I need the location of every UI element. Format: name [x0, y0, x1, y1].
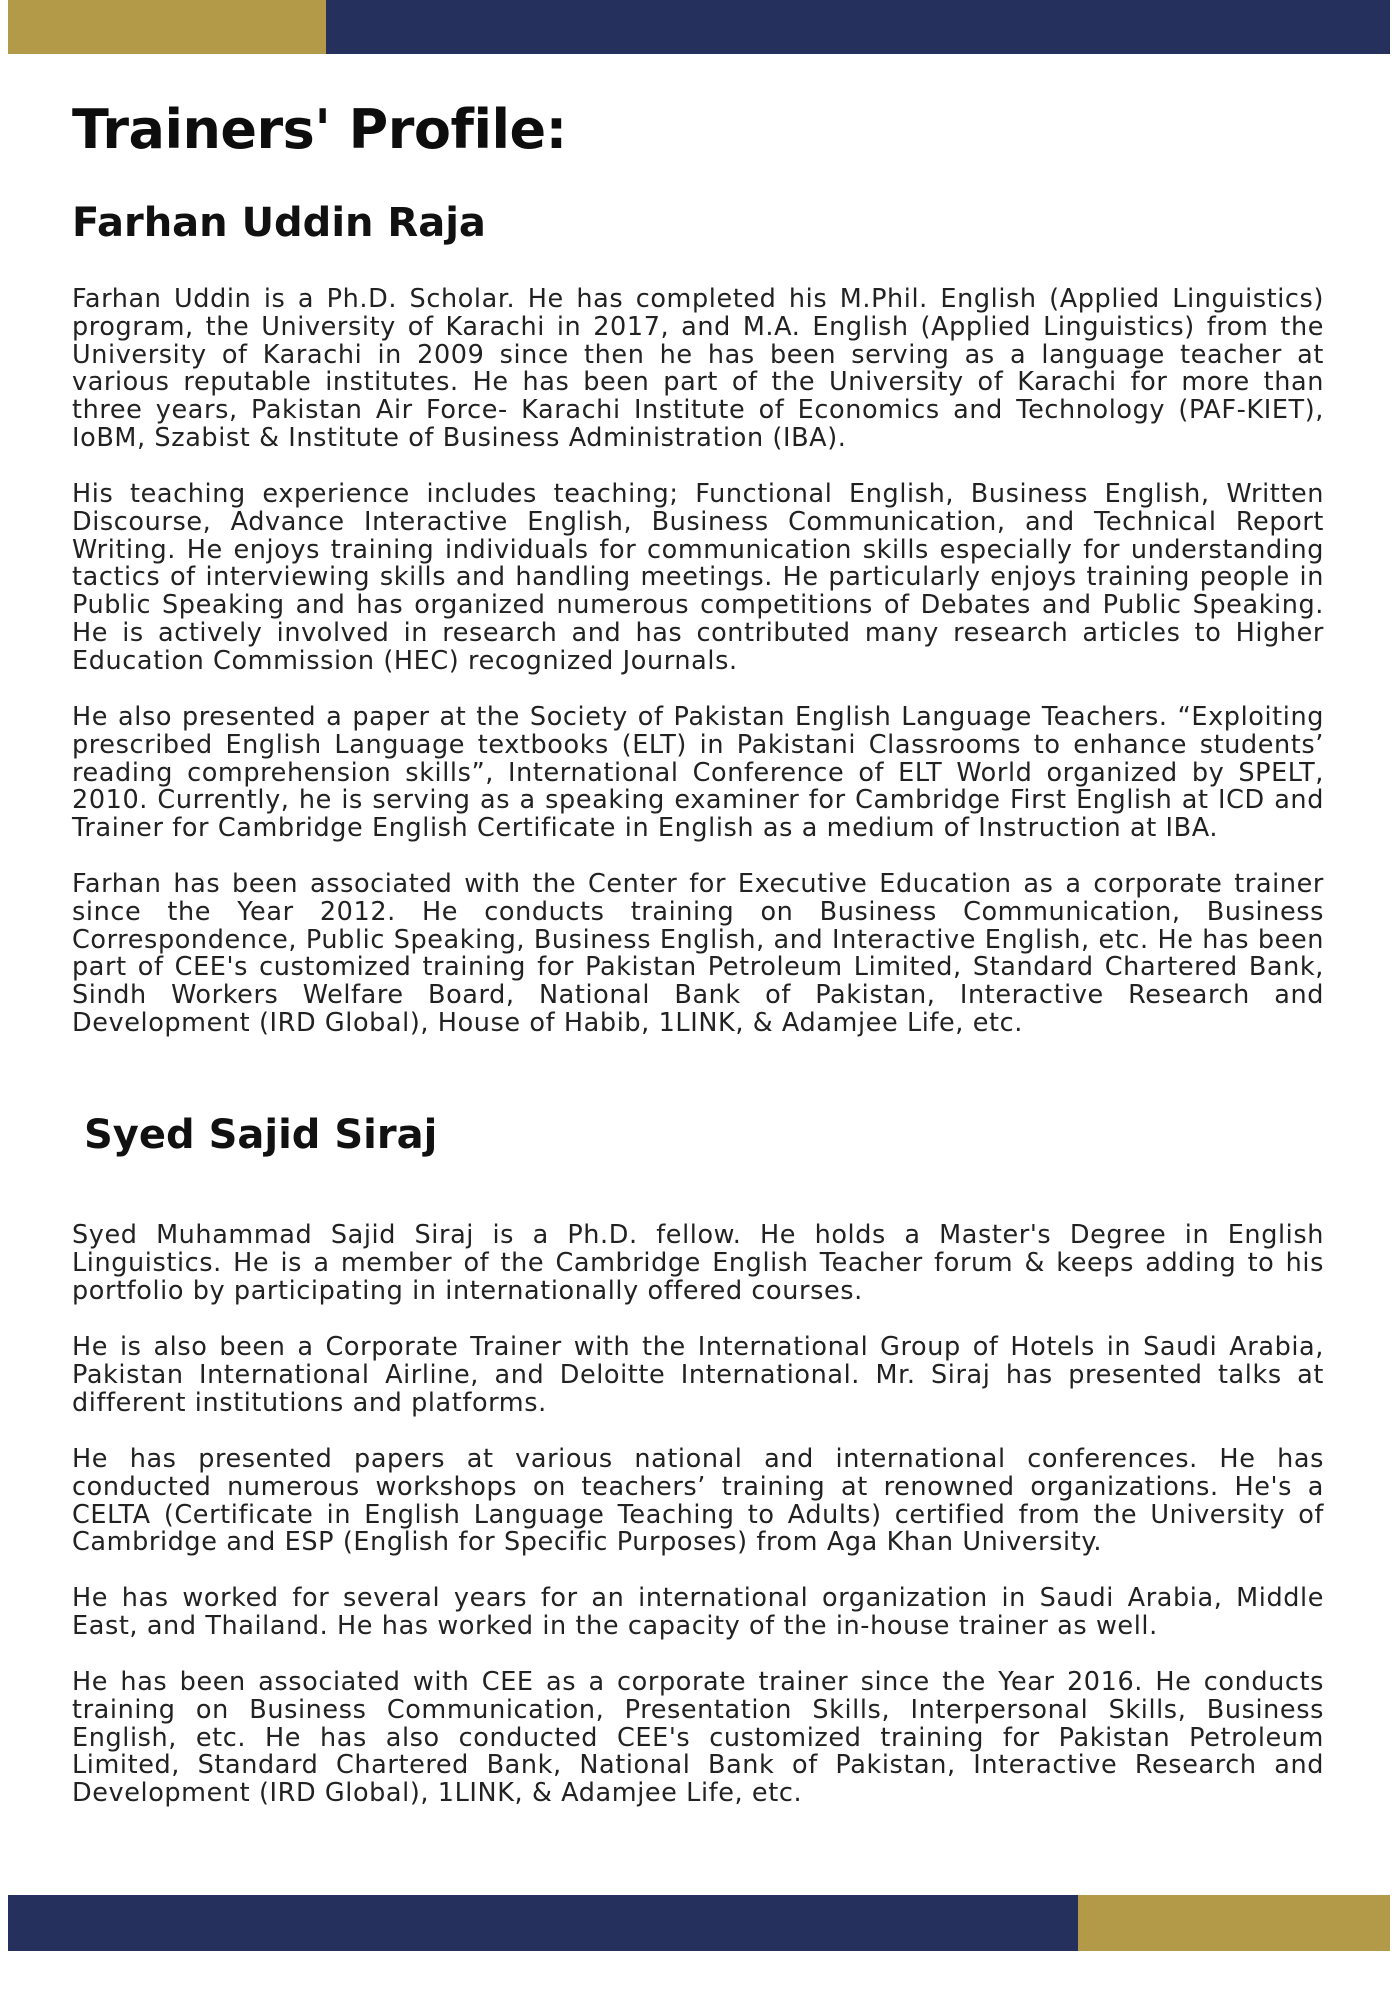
- trainer-1-paragraph-3: He also presented a paper at the Society of Pakistan English Language Teachers. “Exploiting prescribed English Language textbooks (ELT) in Pakistani Classrooms to enhance students’ reading comprehension skills”, International Conference of ELT World organized by SPELT, 2010. Currently, he is serving as a speaking examiner for Cambridge First English at ICD and Trainer for Cambridge English Certificate in English as a medium of Instruction at IBA.: [72, 702, 1324, 844]
- trainer-2-paragraph-3: He has presented papers at various national and international conferences. He has conducted numerous workshops on teachers’ training at renowned organizations. He's a CELTA (Certificate in English Language Teaching to Adults) certified from the University of Cambridge and ESP (English for Specific Purposes) from Aga Khan University.: [72, 1444, 1324, 1558]
- top-navy-band: [326, 0, 1390, 54]
- trainer-1-paragraph-2: His teaching experience includes teaching; Functional English, Business English, Written Discourse, Advance Interactive English, Business Communication, and Technical Report Writing. He enjoys training individuals for communication skills especially for understanding tactics of interviewing skills and handling meetings. He particularly enjoys training people in Public Speaking and has organized numerous competitions of Debates and Public Speaking. He is actively involved in research and has contributed many research articles to Higher Education Commission (HEC) recognized Journals.: [72, 479, 1324, 676]
- trainer-2-paragraph-5: He has been associated with CEE as a corporate trainer since the Year 2016. He conducts training on Business Communication, Presentation Skills, Interpersonal Skills, Business English, etc. He has also conducted CEE's customized training for Pakistan Petroleum Limited, Standard Chartered Bank, National Bank of Pakistan, Interactive Research and Development (IRD Global), 1LINK, & Adamjee Life, etc.: [72, 1667, 1324, 1809]
- trainer-name-sajid: Syed Sajid Siraj: [84, 1112, 438, 1158]
- bottom-navy-band: [8, 1895, 1078, 1951]
- trainer-1-paragraph-1: Farhan Uddin is a Ph.D. Scholar. He has completed his M.Phil. English (Applied Linguistics) program, the University of Karachi in 2017, and M.A. English (Applied Linguistics) from the University of Karachi in 2009 since then he has been serving as a language teacher at various reputable institutes. He has been part of the University of Karachi for more than three years, Pakistan Air Force- Karachi Institute of Economics and Technology (PAF-KIET), IoBM, Szabist & Institute of Business Administration (IBA).: [72, 284, 1324, 453]
- top-gold-band: [8, 0, 326, 54]
- trainer-2-paragraph-2: He is also been a Corporate Trainer with the International Group of Hotels in Saudi Arabia, Pakistan International Airline, and Deloitte International. Mr. Siraj has presented talks at different institutions and platforms.: [72, 1332, 1324, 1418]
- trainer-name-farhan: Farhan Uddin Raja: [72, 200, 486, 246]
- trainer-2-paragraph-4: He has worked for several years for an international organization in Saudi Arabia, Middle East, and Thailand. He has worked in the capacity of the in-house trainer as well.: [72, 1583, 1324, 1641]
- page-title: Trainers' Profile:: [72, 98, 567, 161]
- trainer-1-paragraph-4: Farhan has been associated with the Center for Executive Education as a corporate trainer since the Year 2012. He conducts training on Business Communication, Business Correspondence, Public Speaking, Business English, and Interactive English, etc. He has been part of CEE's customized training for Pakistan Petroleum Limited, Standard Chartered Bank, Sindh Workers Welfare Board, National Bank of Pakistan, Interactive Research and Development (IRD Global), House of Habib, 1LINK, & Adamjee Life, etc.: [72, 869, 1324, 1038]
- trainer-2-paragraph-1: Syed Muhammad Sajid Siraj is a Ph.D. fellow. He holds a Master's Degree in English Linguistics. He is a member of the Cambridge English Teacher forum & keeps adding to his portfolio by participating in internationally offered courses.: [72, 1220, 1324, 1306]
- bottom-gold-band: [1078, 1895, 1390, 1951]
